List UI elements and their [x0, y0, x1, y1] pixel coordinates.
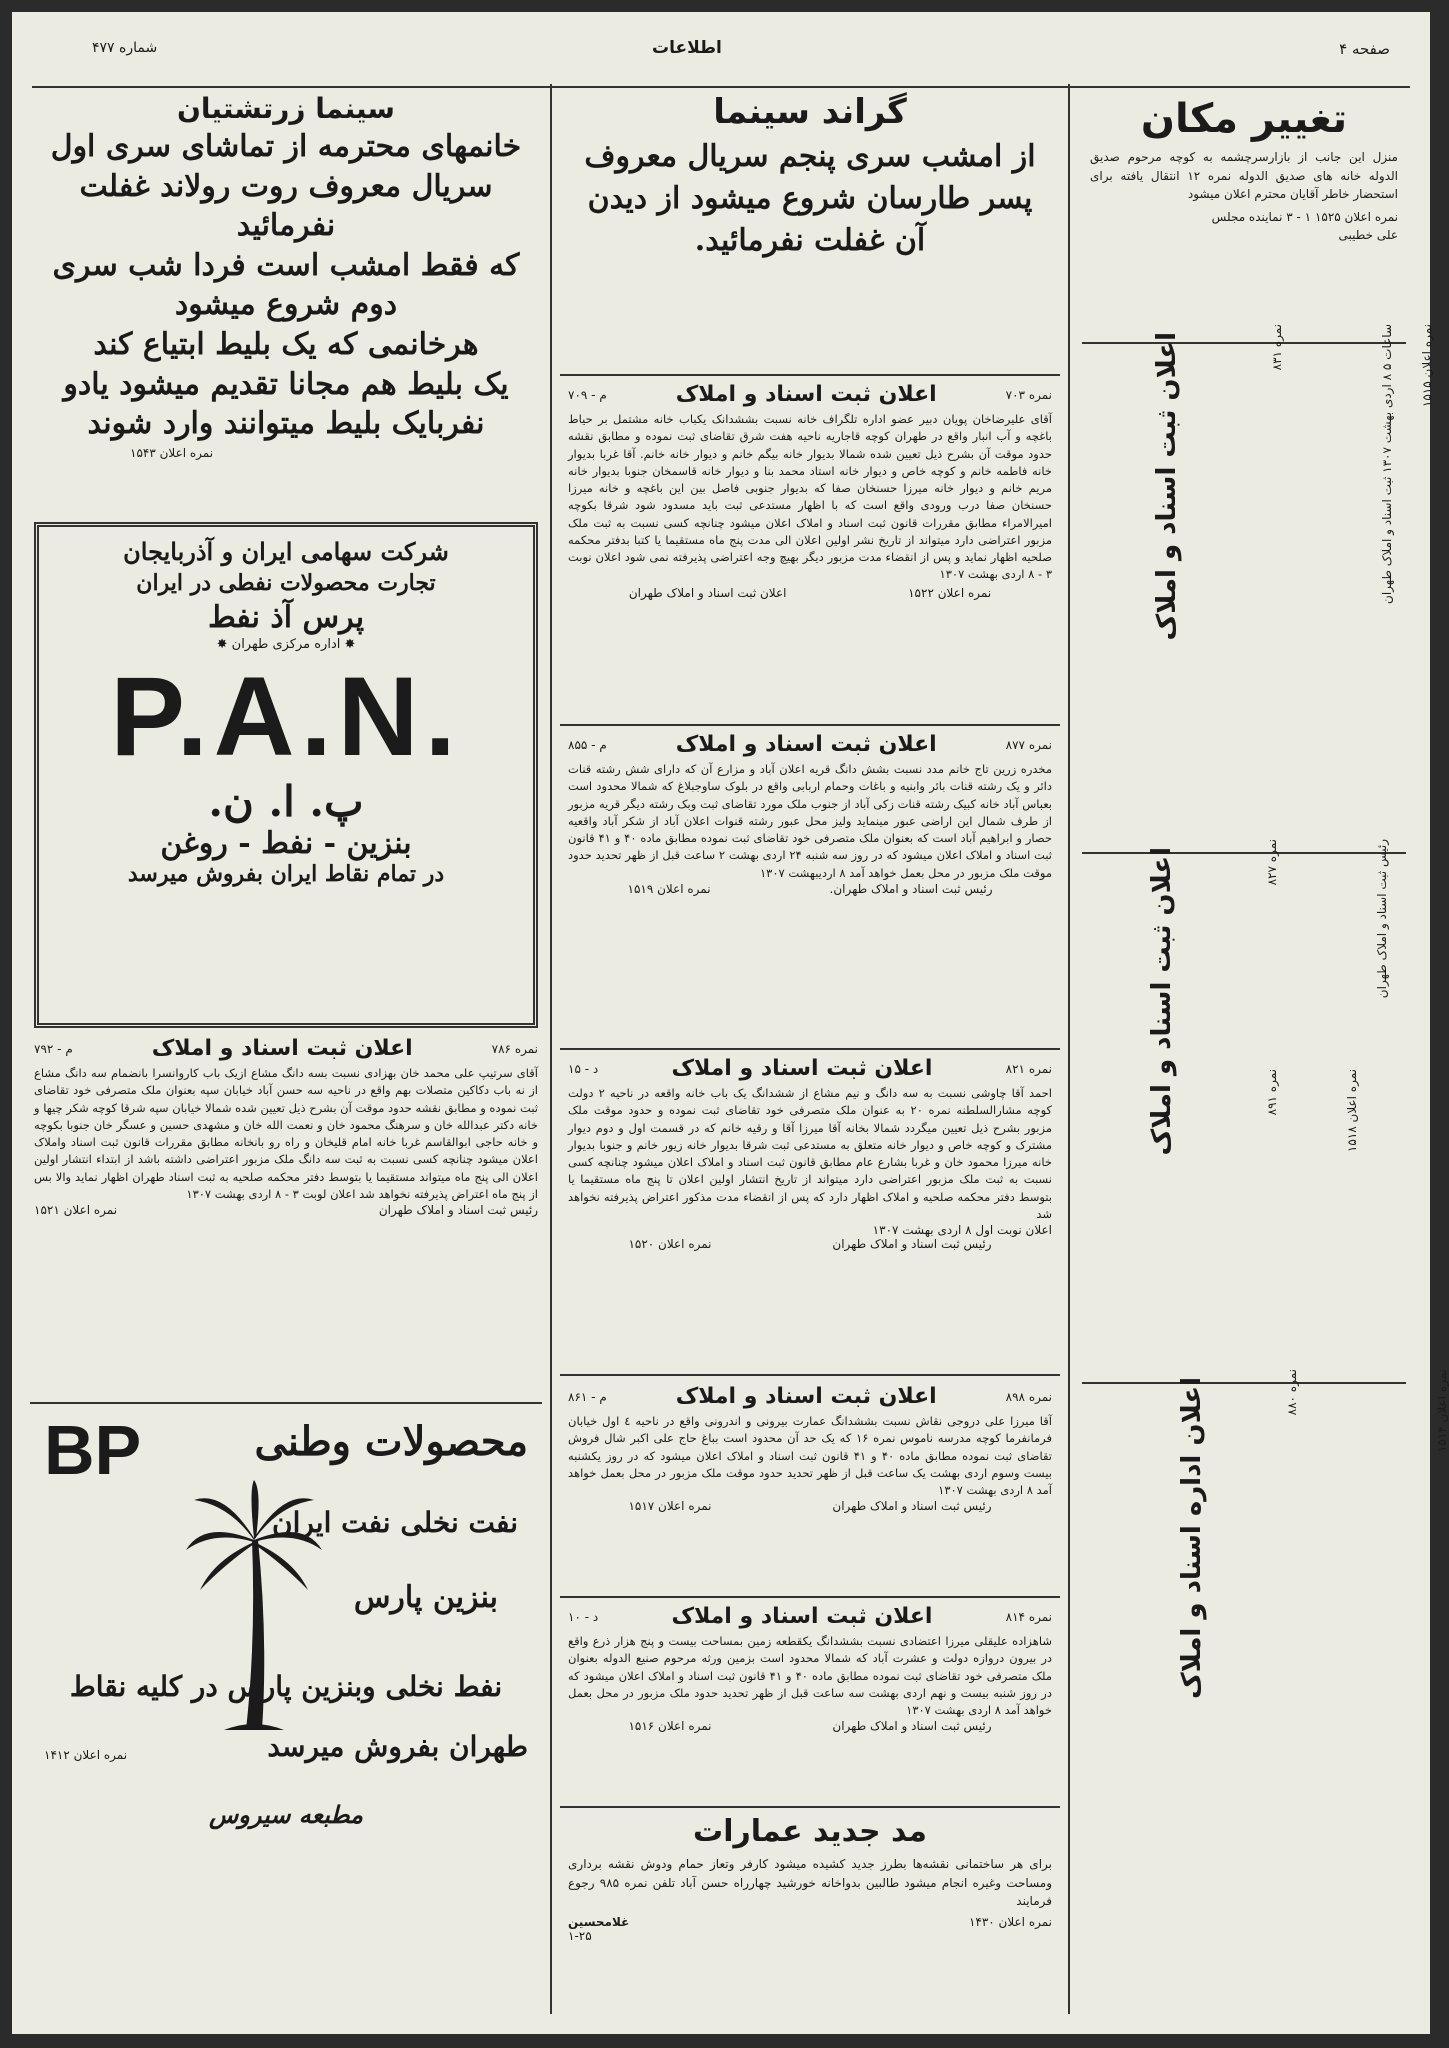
change-sign: علی خطیبی: [1338, 227, 1398, 242]
pan-advert: [34, 522, 538, 1028]
notice-4-footer: نمره اعلان ۱۵۱۴: [1435, 1369, 1449, 1453]
cinema-line: سریال معروف روت رولاند غفلت نفرمائید: [79, 168, 493, 244]
registry-notice-814: [568, 1604, 1052, 1804]
masthead: [32, 20, 1410, 88]
pan-logo: P.A.N.: [110, 654, 462, 779]
notice-footer: اعلان ثبت اسناد و املاک طهران: [628, 585, 787, 600]
registry-notice-786: [34, 1036, 538, 1396]
pan-products: بنزین - نفط - روغن: [160, 826, 412, 861]
registry-notice-703: [568, 382, 1052, 720]
pan-sale: در تمام نقاط ایران بفروش میرسد: [127, 861, 445, 887]
newspaper-page: [12, 12, 1449, 2034]
divider: [560, 1596, 1060, 1598]
notice-footer: رئیس ثبت اسناد و املاک طهران: [832, 1719, 992, 1734]
cinema-line: که فقط امشب است فردا شب سری: [52, 247, 520, 283]
notice-title: اعلان ثبت اسناد و املاک: [675, 732, 937, 757]
zoroastrian-cinema-body: [30, 125, 542, 446]
notice-ref: م - ۸۵۵: [568, 737, 607, 752]
bp-logo: BP: [44, 1411, 142, 1489]
notice-3-footer: نمره اعلان ۱۵۱۸: [1345, 1069, 1359, 1153]
grand-cinema-body: از امشب سری پنجم سریال معروف پسر طارسان شروع میشود از دیدن آن غفلت نفرمائید.: [584, 139, 1036, 258]
notice-body: مخدره زرین تاج خانم مدد نسبت بشش دانگ قریه اعلان آباد و مزارع آن که دارای شش رشته قنات دائر و یک رشته قنات بائر وابنیه و باغات وحمام اربابی واقع در بلوک ساوجبلاغ که شمالا محدود است بعباس آباد خانه کبیک رشته قنات زکی آباد از جنوب ملک مورد تقاضای ثبت وبک رشته دیگر قریه مزبور از طرف شمال این اراضی عبور مینماید ولیز محل عبور رشته قنوات اعلان آباد از شکر آباد واقعیه حصار و ابراهیم آباد است که بعنوان ملک متصرفی خود تقاضای ثبت نموده مطابق ماده ۴۰ و ۴۱ قانون ثبت اسناد و املاک اعلان میشود که در روز سه شنبه ۲۴ اردی بهشت ۲ ساعت قبل از ظهر تحدید حدود موقت ملک مزبور در محل بعمل خواهد آمد ۸ اردیبهشت ۱۳۰۷: [568, 762, 1053, 880]
left-column: [30, 92, 542, 2022]
notice-number: نمره ۸۲۱: [1005, 1061, 1052, 1076]
bp-brand: بنزین پارس: [353, 1580, 498, 1615]
notice-number: نمره ۸۱۴: [1005, 1609, 1052, 1624]
notice-body: احمد آقا چاوشی نسبت به سه دانگ و نیم مشاع از ششدانگ یک باب خانه واقعه در ناحیه ۲ دولت کوچه مشارالسلطنه نمره ۲۰ به عنوان ملک متصرفی خود تقاضای ثبت نموده و حدود موقت ملک مزبور بشرح ذیل تعیین میگردد شمالا بخانه آقا میرزا آقا و رقیه خانم که در قسمت اول و دوم دیوار مشترک و کوچه خاص و دیوار خانه متعلق به مستدعی ثبت شرقا بدیوار خانه زیور خانم و جنوبا بدیوار خانه میرزا محمود خان و غربا بشارع عام مطابق قانون ثبت اسناد و املاک اعلان میشود چنانچه کسی نسبت به ثبت ملک مزبور اعتراضی دارد میتواند از تاریخ انتشار اولین اعلان تا پنج ماه مستقیما یا بتوسط دفتر محکمه صلحیه و املاک اظهار دارد که پس از انقضاء مدت مذکور اعتراض پذیرفته نخواهد شد: [568, 1086, 1053, 1221]
star-icon: ✸: [216, 637, 232, 652]
notice-footer: رئیس ثبت اسناد و املاک طهران: [378, 1203, 538, 1217]
notice-1-title: اعلان ثبت اسناد و املاک: [1152, 332, 1182, 641]
notice-ref: م - ۷۹۲: [34, 1041, 73, 1056]
building-ad-footer: نمره اعلان ۱۴۳۰: [968, 1914, 1052, 1929]
cinema-line: دوم شروع میشود: [174, 287, 398, 323]
rotated-notice-3: [1082, 1069, 1406, 1392]
notice-title: اعلان ثبت اسناد و املاک: [675, 1384, 937, 1409]
cinema-line: خانمهای محترمه از تماشای سری اول: [50, 129, 522, 164]
issue-number: شماره ۴۷۷: [92, 40, 158, 56]
divider: [1082, 1382, 1406, 1384]
notice-4-number: نمره ۸۸۰: [1285, 1369, 1299, 1416]
notice-footer: نمره اعلان ۱۵۱۷: [628, 1499, 712, 1514]
notice-footer: نمره اعلان ۱۵۲۰: [628, 1237, 712, 1251]
rotated-notice-1: [1082, 324, 1434, 842]
notice-footer: نمره اعلان ۱۵۲۲: [908, 585, 992, 600]
notice-footer: نمره اعلان ۱۵۱۶: [628, 1719, 712, 1734]
notice-body: آقای علیرضاخان پویان دبیر عضو اداره تلگراف خانه نسبت بششدانک یکباب خانه مشتمل بر حیاط باغچه و آب انبار واقع در طهران کوچه قاجاریه ناحیه هفت شرق تقاضای ثبت نموده و مطابق نقشه حدود موقت آن بشرح ذیل تعیین شده شمالا بدیوار خانه بیگم خانم و دیوار خانه خانم. آقا غربا بدیوار خانه فاطمه خانم و کوچه خاص و دیوار خانه استاد محمد بنا و دیوار خانه قاسمخان جنوبا بدیوار خانه مریم خانم و دیوار خانه میرزا حسنخان صفا که بدیوار جنوبی فاصل بین این باغچه و خانه میرزا حسنخان صفا درب ورودی واقع است که با اظهار مستدعی ثبت باید مسدود شود شرقا بکوچه امیرالامراء مطابق مقررات قانون ثبت اسناد و املاک اعلان میشود چنانچه کسی نسبت به ثبت ملک مزبور اعتراضی دارد میتواند از تاریخ نشر اولین اعلان الی مدت پنج ماه مستقیما یا کتبا بدفتر محکمه صلحیه اظهار نماید و پس از انقضاء مدت مزبور دیگر بهیچ وجه اعتراضی پذیرفته نمی شود اعلان نوبت ۳ - ۸ اردی بهشت ۱۳۰۷: [568, 412, 1052, 582]
bp-line-2: طهران بفروش میرسد: [267, 1730, 528, 1763]
notice-ref: م - ۷۰۹: [568, 387, 607, 402]
notice-title: اعلان ثبت اسناد و املاک: [671, 1604, 933, 1629]
divider: [560, 1374, 1060, 1376]
cinema-footer: نمره اعلان ۱۵۴۳: [130, 445, 214, 460]
pan-brand: پرس آذ نفط: [207, 600, 365, 635]
notice-title: اعلان ثبت اسناد و املاک: [671, 1056, 933, 1081]
cinema-line: هرخانمی که یک بلیط ابتیاع کند: [93, 326, 479, 362]
notice-body: آقا میرزا علی دروجی نقاش نسبت بششدانگ عمارت بیرونی و اندرونی واقع در ناحیه ٤ اول خیابان فرمانفرما کوچه مدرسه ناموس نمره ۱۶ که یک حد آن محدود است بباغ حاج علی اکبر شال فروش تقاضای ثبت نموده مطابق ماده ۴۰ و ۴۱ قانون ثبت اسناد و املاک اعلان میشود که در روز یکشنبه بیست وسوم اردی بهشت یک ساعت قبل از ظهر تحدید حدود موقت ملک مزبور در محل بعمل خواهد آمد ۸ اردی بهشت ۱۳۰۷: [568, 1414, 1052, 1497]
notice-1-footer: نمره اعلان ۱۵۱۵: [1420, 324, 1434, 408]
registry-notice-877: [568, 732, 1052, 1044]
page-number: صفحه ۴: [1339, 40, 1390, 58]
notice-number: نمره ۷۸۶: [491, 1041, 538, 1056]
building-ad-sign: غلامحسین: [568, 1914, 630, 1929]
building-ad-title: مد جدید عمارات: [693, 1814, 927, 1849]
notice-footer: نمره اعلان ۱۵۲۱: [34, 1203, 118, 1217]
bp-line-1: نفط نخلی وبنزین پارس در کلیه نقاط: [69, 1670, 503, 1703]
notice-ref: د - ۱۰: [568, 1609, 599, 1624]
building-ad-body: برای هر ساختمانی نقشه‌ها بطرز جدید کشیده میشود کارفر وتعاز حمام ودوش نقشه برداری ومساحت وغیره انجام میشود طالبین بدواخانه خورشید چهارراه حسن آباد تلفن نمره ۹۸۵ رجوع فرمایند: [568, 1857, 1053, 1909]
star-icon: ✸: [340, 637, 356, 652]
right-column: [1076, 92, 1449, 2022]
grand-cinema-title: گراند سینما: [713, 92, 907, 132]
bp-title: محصولات وطنی: [254, 1418, 528, 1465]
notice-title: اعلان ثبت اسناد و املاک: [151, 1036, 413, 1061]
bp-advert: [34, 1410, 538, 1930]
printer-name: مطبعه سیروس: [208, 1800, 364, 1829]
zoroastrian-cinema-title: سینما زرتشتیان: [177, 92, 395, 125]
notice-2-body: رئیس ثبت اسناد و املاک طهران: [1375, 839, 1389, 999]
notice-footer: رئیس ثبت اسناد و املاک طهران: [832, 1237, 992, 1251]
divider: [560, 374, 1060, 376]
notice-number: نمره ۸۷۷: [1005, 737, 1052, 752]
notice-body: آقای سرتیپ علی محمد خان بهزادی نسبت بسه دانگ مشاع ازیک باب کاروانسرا بانضمام سه دانگ مشاع از نه باب دکاکین متصلات بهم واقع در ناحیه سه حسن آباد خیابان سپه بعنوان ملک متصرفی خود تقاضای ثبت نموده و مطابق نقشه حدود موقت آن بشرح ذیل تعیین شده شمالا خیابان سپه شرقا کوچه شکر چیها و خانه دکتر عبدالله خان و سرهنگ محمود خان و نعمت الله خان و مشهدی حسین و عسگر خان جنوبا بکوچه و خانه حاجی ابوالقاسم غربا خانه امام قلیخان و راه رو بانخانه مطابق مقررات قانون ثبت اسناد واملاک اعلان میشود چنانچه کسی نسبت به ثبت سه دانگ ملک مزبور اعتراضی داشته باشد از ابتداء انتشار اولین اعلان الی پنج ماه میتواند مستقیما یا بتوسط دفتر محکمه صلحیه به ثبت اسناد طهران اظهار نماید والا بس از پنج ماه اعتراض پذیرفته نخواهد شد اعلان لوبت ۳ - ۸ اردی بهشت ۱۳۰۷: [34, 1066, 538, 1201]
registry-notice-898: [568, 1384, 1052, 1594]
pan-trade: تجارت محصولات نفطی در ایران: [136, 570, 436, 596]
pan-abbreviation: پ. ا. ن.: [208, 777, 364, 826]
cinema-line: یک بلیط هم مجانا تقدیم میشود یادو: [63, 366, 509, 402]
change-title: تغییر مکان: [1140, 96, 1348, 142]
notice-footer: رئیس ثبت اسناد و املاک طهران.: [829, 881, 993, 896]
divider: [30, 1402, 542, 1404]
notice-footer: اعلان نوبت اول ۸ اردی بهشت ۱۳۰۷: [872, 1223, 1052, 1237]
notice-footer: نمره اعلان ۱۵۱۹: [627, 881, 711, 896]
notice-title: اعلان ثبت اسناد و املاک: [675, 382, 937, 407]
column-rule-right: [1068, 84, 1070, 2014]
divider: [560, 1806, 1060, 1808]
notice-1-number: نمره ۸۳۱: [1270, 324, 1284, 371]
rotated-notice-4: [1082, 1369, 1449, 1952]
divider: [1082, 852, 1406, 854]
registry-notice-821: [568, 1056, 1052, 1370]
column-rule-left: [550, 84, 552, 2014]
change-footer: نمره اعلان ۱۵۲۵ ۱ - ۳ نماینده مجلس: [1211, 209, 1398, 224]
pan-company: شرکت سهامی ایران و آذربایجان: [123, 537, 449, 566]
notice-body: شاهزاده علیقلی میرزا اعتضادی نسبت بششدانگ یکقطعه زمین بمساحت بیست و پنج هزار ذرع واقع در بیرون دروازه دولت و عشرت آباد که شمالا محدود است بزمین ورثه مرحوم صنیع الدوله بعنوان ملک متصرفی خود تقاضای ثبت نموده مطابق ماده ۴۰ و ۴۱ قانون ثبت اسناد و املاک اعلان میشود که در روز شنبه بیست و نهم اردی بهشت سه ساعت قبل از ظهر تحدید حدود ملک مزبور در محل بعمل خواهد آمد ۸ اردی بهشت ۱۳۰۷: [568, 1634, 1052, 1717]
notice-2-title: اعلان ثبت اسناد و املاک: [1147, 847, 1177, 1156]
pan-office: اداره مرکزی طهران: [231, 637, 341, 652]
divider: [1082, 342, 1406, 344]
middle-column: [560, 92, 1060, 2022]
notice-ref: د - ۱۵: [568, 1061, 599, 1076]
notice-number: نمره ۸۹۸: [1005, 1389, 1052, 1404]
cinema-line: نفربایک بلیط میتوانند وارد شوند: [87, 406, 485, 442]
paper-name: اطلاعات: [652, 38, 722, 58]
notice-footer: رئیس ثبت اسناد و املاک طهران: [832, 1499, 992, 1514]
change-body: منزل این جانب از بازارسرچشمه به کوچه مرحوم صدیق الدوله خانه های صدیق الدوله نمره ۱۲ انتقال یافته برای استحضار خاطر آقایان محترم اعلان میشود: [1090, 150, 1398, 202]
divider: [560, 724, 1060, 726]
notice-1-body: ساعات ۵ ۸ اردی بهشت ۱۳۰۷ ثبت اسناد و املاک طهران: [1380, 324, 1394, 604]
building-ad: [568, 1814, 1052, 2014]
notice-number: نمره ۷۰۳: [1005, 387, 1052, 402]
bp-subtitle: نفت نخلی نفت ایران: [272, 1506, 518, 1539]
building-ad-ref: ۱-۲۵: [568, 1928, 592, 1943]
notice-2-number: نمره ۸۲۷: [1265, 839, 1279, 886]
notice-3-number: نمره ۸۹۱: [1265, 1069, 1279, 1116]
notice-4-title: اعلان اداره اسناد و املاک: [1177, 1377, 1207, 1700]
bp-footer: نمره اعلان ۱۴۱۲: [44, 1748, 128, 1762]
divider: [560, 1048, 1060, 1050]
notice-ref: م - ۸۶۱: [568, 1389, 607, 1404]
